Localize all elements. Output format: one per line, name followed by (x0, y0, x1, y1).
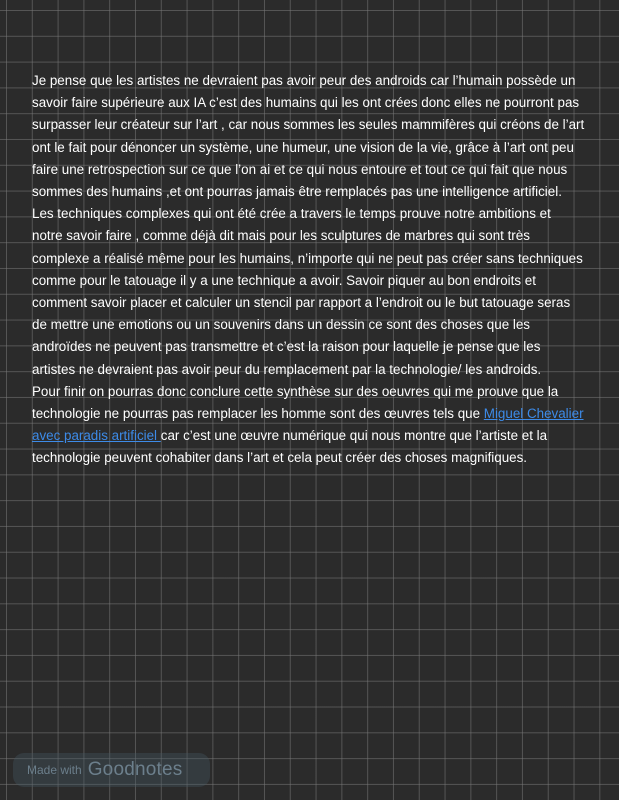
text-line: androïdes ne peuvent pas transmettre et c’est la raison pour laquelle je pense que les (32, 339, 541, 355)
text-segment: technologie ne pourras pas remplacer les homme sont des œuvres tels que (32, 406, 484, 422)
badge-made-with-label: Made with (27, 763, 82, 777)
text-line: artistes ne devraient pas avoir peur du remplacement par la technologie/ les androids. (32, 361, 542, 377)
text-line-with-link (32, 425, 592, 447)
artwork-link-continued[interactable]: avec paradis artificiel (32, 428, 161, 444)
text-segment: car c’est une œuvre numérique qui nous montre que l’artiste et la (160, 428, 548, 444)
text-line: sommes des humains ,et ont pourras jamais être remplacés pas une intelligence artificiel. (32, 184, 562, 200)
text-line: Les techniques complexes qui ont été crée a travers le temps prouve notre ambitions et (32, 206, 551, 222)
text-line: comment savoir placer et calculer un stencil par rapport a l’endroit ou le but tatouage seras (32, 295, 571, 311)
text-line: savoir faire supérieure aux IA c’est des humains qui les ont crées donc elles ne pourront pas (32, 95, 580, 111)
text-line: surpasser leur créateur sur l’art , car nous sommes les seules mammifères qui créons de l’art (32, 117, 585, 133)
text-line: technologie peuvent cohabiter dans l’art et cela peut créer des choses magnifiques. (32, 450, 528, 466)
text-line: de mettre une emotions ou un souvenirs dans un dessin ce sont des choses que les (32, 317, 530, 333)
artwork-link[interactable]: Miguel Chevalier (483, 406, 584, 422)
badge-brand-label: Goodnotes (87, 759, 183, 780)
text-line: notre savoir faire , comme déjà dit mais pour les sculptures de marbres qui sont très (32, 228, 530, 244)
text-line: Je pense que les artistes ne devraient pas avoir peur des androids car l’humain possède un (32, 73, 576, 88)
made-with-goodnotes-badge[interactable] (13, 753, 210, 787)
text-line: Pour finir on pourras donc conclure cette synthèse sur des oeuvres qui me prouve que la (32, 383, 559, 399)
text-line-with-link (32, 403, 592, 425)
text-line: comme pour le tatouage il y a une technique a avoir. Savoir piquer au bon endroits et (32, 272, 536, 288)
text-line: faire une retrospection sur ce que l’on ai et ce qui nous entoure et tout ce qui fait que nous (32, 161, 568, 177)
essay-text (32, 70, 592, 470)
text-line: complexe a réalisé même pour les humains, n’importe qui ne peut pas créer sans techniques (32, 250, 583, 266)
text-line: ont le fait pour dénoncer un système, une humeur, une vision de la vie, grâce à l’art ont peu (32, 139, 574, 155)
